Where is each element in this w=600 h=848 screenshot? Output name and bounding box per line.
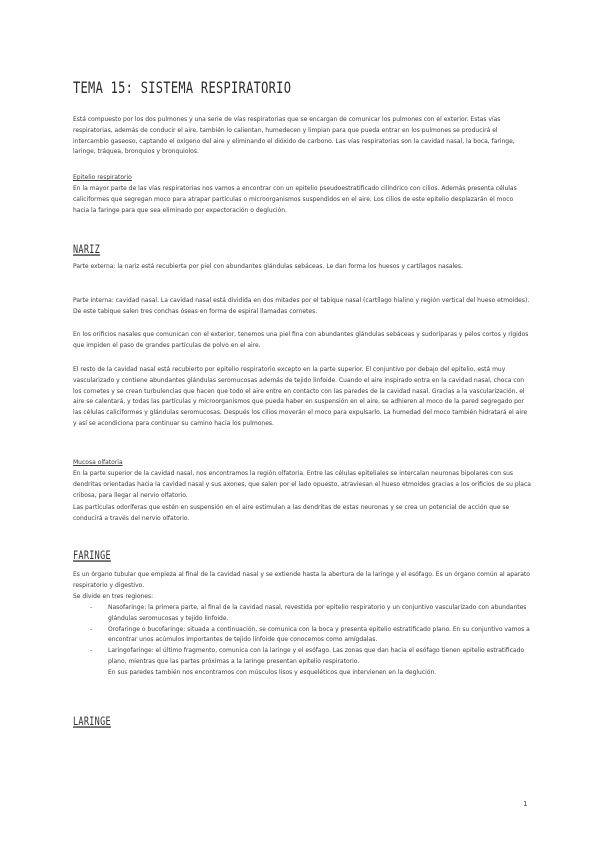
nariz-paragraph-3: En los orificios nasales que comunican con el exterior, tenemos una piel fina con abundantes glándulas sebáceas y sudoríparas y pelos cortos y rígidos que impiden el paso de grandes partículas de polvo en el aire. <box>73 331 529 349</box>
epitelio-heading-text: Epitelio respiratorio <box>73 174 132 181</box>
nariz-paragraph-2: Parte interna: cavidad nasal. La cavidad nasal está dividida en dos mitades por el tabique nasal (cartílago hialino y región vertical del hueso etmoides). De este tabique salen tres conchas óseas en forma de espiral llamadas cornetes. <box>73 297 530 315</box>
nariz-paragraph-1: Parte externa: la nariz está recubierta por piel con abundantes glándulas sebáceas. Le dan forma los huesos y cartílagos nasales. <box>73 263 463 270</box>
epitelio-paragraph: En la mayor parte de las vías respiratorias nos vamos a encontrar con un epitelio pseudoestratificado cilíndrico con cilios. Además presenta células caliciformes que segregan moco para atrapar partículas o microorganismos suspendidos en el aire. Los cilios de este epitelio desplazarán el moco hacia la faringe para que sea eliminado por expectoración o deglución. <box>73 185 517 214</box>
mucosa-heading-text: Mucosa olfatoria <box>73 459 123 466</box>
intro-paragraph: Está compuesto por los dos pulmones y una serie de vías respiratorias que se encargan de comunicar los pulmones con el exterior. Estas vías respiratorias, además de conducir el aire, también lo calientan, humedecen y limpian para que pueda entrar en los pulmones se producirá el intercambio gaseoso, captando el oxígeno del aire y eliminando el dióxido de carbono. Las vías respiratorias son la cavidad nasal, la boca, faringe, laringe, tráquea, bronquios y bronquiolos. <box>73 116 515 156</box>
nariz-paragraph-4: El resto de la cavidad nasal está recubierto por epitelio respiratorio excepto en la parte superior. El conjuntivo por debajo del epitelio, está muy vascularizado y contiene abundantes glándulas seromucosas además de tejido linfoide. Cuando el aire inspirado entra en la cavidad nasal, choca con los cornetes y se crean turbulencias que hacen que todo el aire entre en contacto con las paredes de la cavidad nasal. Gracias a la vascularización, el aire se calentará, y todas las partículas y microorganismos que pueda haber en suspensión en el aire, se adhieren al moco de la pared segregado por las células caliciformes y glándulas seromucosas. Después los cilios moverán el moco para expulsarlo. La humedad del moco también hidratará el aire y así se acondiciona para continuar su camino hacia los pulmones. <box>73 366 528 427</box>
mucosa-paragraph-2: Las partículas odoríferas que estén en suspensión en el aire estimulan a las dendritas de estas neuronas y se crea un potencial de acción que se conducirá a través del nervio olfatorio. <box>73 504 510 522</box>
mucosa-heading <box>73 458 531 469</box>
faringe-tail-paragraph: En sus paredes también nos encontramos con músculos lisos y esqueléticos que intervienen en la deglución. <box>108 669 437 676</box>
section-heading-faringe: FARINGE <box>73 550 111 563</box>
faringe-paragraph-2: Se divide en tres regiones: <box>73 593 154 600</box>
list-item: - Orofaringe o bucofaringe: situada a continuación, se comunica con la boca y presenta epitelio estratificado plano. En su conjuntivo vamos a encontrar unos acúmulos importantes de tejido linfoide que conocemos como amígdalas. <box>90 625 530 644</box>
epitelio-heading <box>73 173 531 184</box>
list-item: - Nasofaringe: la primera parte, al final de la cavidad nasal, revestida por epitelio respiratorio y un conjuntivo vascularizado con abundantes glándulas seromucosas y tejido linfoide. <box>90 604 527 622</box>
page-number: 1 <box>523 800 528 808</box>
section-heading-laringe: LARINGE <box>73 716 111 729</box>
page-title: TEMA 15: SISTEMA RESPIRATORIO <box>73 78 292 97</box>
section-heading-nariz: NARIZ <box>73 244 101 257</box>
faringe-paragraph-1: Es un órgano tubular que empieza al final de la cavidad nasal y se extiende hasta la abertura de la laringe y el esófago. Es un órgano común al aparato respiratorio y digestivo. <box>73 571 530 589</box>
list-item: - Laringofaringe: el último fragmento, comunica con la laringe y el esófago. Las zonas que dan hacia el esófago tienen epitelio estratificado plano, mientras que las partes próximas a la laringe presentan epitelio respiratorio. <box>90 647 525 665</box>
mucosa-paragraph-1: En la parte superior de la cavidad nasal, nos encontramos la región olfatoria. Entre las células epiteliales se intercalan neuronas bipolares con sus dendritas orientadas hacia la cavidad nasal y sus axones, que salen por el lado opuesto, atraviesan el hueso etmoides gracias a los orificios de su placa cribosa, para llegar al nervio olfatorio. <box>73 470 531 499</box>
faringe-regions-list <box>90 603 530 668</box>
